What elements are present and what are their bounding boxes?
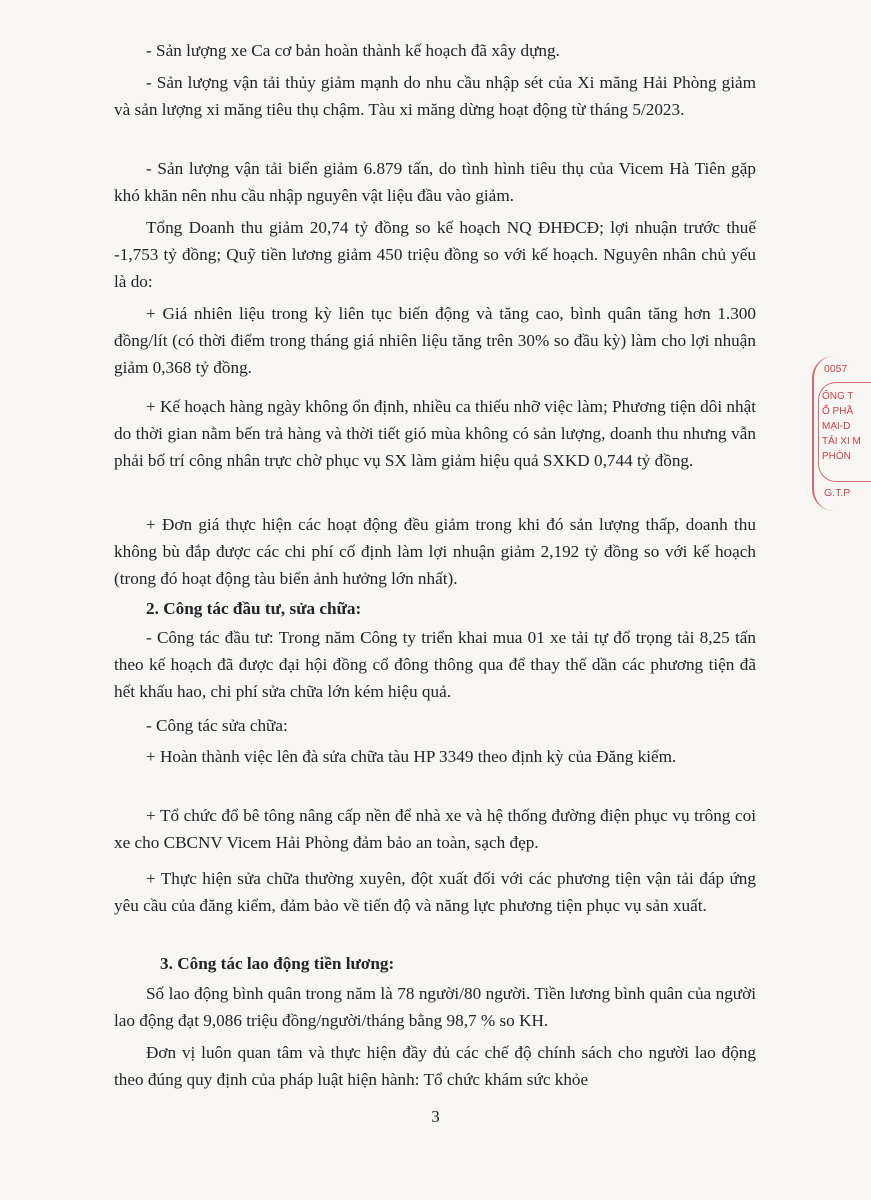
stamp-line: Ổ PHẦ: [822, 406, 854, 417]
paragraph-repair-ship: + Hoàn thành việc lên đà sửa chữa tàu HP 3349 theo định kỳ của Đăng kiểm.: [146, 747, 677, 766]
paragraph-ca-output: - Sản lượng xe Ca cơ bản hoàn thành kế hoạch đã xây dựng.: [146, 41, 560, 60]
stamp-code: 0057: [824, 363, 848, 375]
section-heading-investment: 2. Công tác đầu tư, sửa chữa:: [146, 599, 362, 618]
paragraph-sea-transport: - Sản lượng vận tải biển giảm 6.879 tấn, do tình hình tiêu thụ của Vicem Hà Tiên gặp khó khăn nên nhu cầu nhập nguyên vật liệu đầu vào giảm.: [114, 159, 756, 205]
paragraph-revenue: Tổng Doanh thu giảm 20,74 tỷ đồng so kế hoạch NQ ĐHĐCĐ; lợi nhuận trước thuế -1,753 tỷ đồng; Quỹ tiền lương giảm 450 triệu đồng so với kế hoạch. Nguyên nhân chủ yếu là do:: [114, 218, 756, 291]
paragraph-fuel-price: + Giá nhiên liệu trong kỳ liên tục biến động và tăng cao, bình quân tăng hơn 1.300 đồng/lít (có thời điểm trong tháng giá nhiên liệu tăng trên 30% so đầu kỳ) làm cho lợi nhuận giảm 0,368 tỷ đồng.: [114, 304, 756, 377]
paragraph-unit-price: + Đơn giá thực hiện các hoạt động đều giảm trong khi đó sản lượng thấp, doanh thu không bù đắp được các chi phí cố định làm lợi nhuận giảm 2,192 tỷ đồng so với kế hoạch (trong đó hoạt động tàu biển ảnh hưởng lớn nhất).: [114, 515, 756, 588]
page-number: 3: [431, 1107, 440, 1126]
paragraph-daily-plan: + Kế hoạch hàng ngày không ổn định, nhiều ca thiếu nhỡ việc làm; Phương tiện dôi nhật do thời gian nằm bến trả hàng và thời tiết gió mùa không có sản lượng, doanh thu nhưng vẫn phải bố trí công nhân trực chờ phục vụ SX làm giảm hiệu quả SXKD 0,744 tỷ đồng.: [114, 397, 756, 470]
stamp-line: ÔNG T: [822, 391, 854, 402]
stamp-line: TẢI XI M: [822, 436, 861, 447]
paragraph-water-transport: - Sản lượng vận tải thủy giảm mạnh do nhu cầu nhập sét của Xi măng Hải Phòng giảm và sản lượng xi măng tiêu thụ chậm. Tàu xi măng dừng hoạt động từ tháng 5/2023.: [114, 73, 756, 119]
company-seal-stamp: [812, 356, 871, 511]
paragraph-concrete: + Tổ chức đổ bê tông nâng cấp nền để nhà xe và hệ thống đường điện phục vụ trông coi xe cho CBCNV Vicem Hải Phòng đảm bảo an toàn, sạch đẹp.: [114, 806, 756, 852]
section-heading-labor: 3. Công tác lao động tiền lương:: [160, 954, 395, 973]
stamp-line: PHÒN: [822, 451, 851, 462]
paragraph-labor-count: Số lao động bình quân trong năm là 78 người/80 người. Tiền lương bình quân của người lao động đạt 9,086 triệu đồng/người/tháng bằng 98,7 % so KH.: [114, 984, 756, 1030]
paragraph-labor-policy: Đơn vị luôn quan tâm và thực hiện đầy đủ các chế độ chính sách cho người lao động theo đúng quy định của pháp luật hiện hành: Tổ chức khám sức khỏe: [114, 1043, 756, 1089]
stamp-bottom: G.T.P: [824, 487, 851, 499]
paragraph-investment: - Công tác đầu tư: Trong năm Công ty triển khai mua 01 xe tải tự đổ trọng tải 8,25 tấn theo kế hoạch đã được đại hội đồng cổ đông thông qua để thay thế dần các phương tiện đã hết khấu hao, chi phí sửa chữa lớn kém hiệu quả.: [114, 628, 756, 701]
paragraph-regular-repair: + Thực hiện sửa chữa thường xuyên, đột xuất đối với các phương tiện vận tải đáp ứng yêu cầu của đăng kiểm, đảm bảo về tiến độ và năng lực phương tiện phục vụ sản xuất.: [114, 869, 756, 915]
paragraph-repair-title: - Công tác sửa chữa:: [146, 716, 288, 735]
stamp-line: MẠI-D: [822, 421, 851, 432]
